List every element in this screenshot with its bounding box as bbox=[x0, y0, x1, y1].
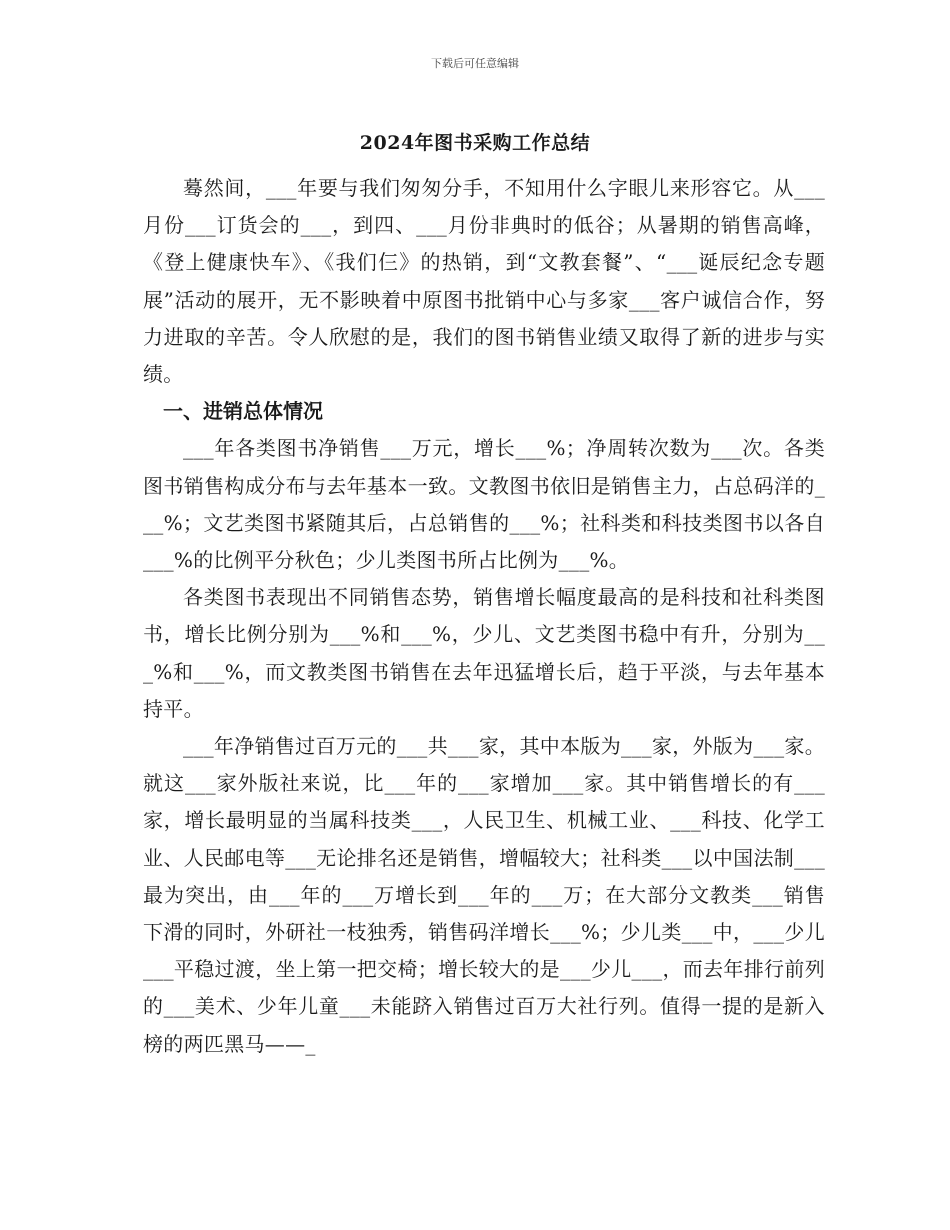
section-heading: 一、进销总体情况 bbox=[163, 399, 323, 424]
paragraph-publishers: ___年净销售过百万元的___共___家，其中本版为___家，外版为___家。就这___家外版社来说，比___年的___家增加___家。其中销售增长的有___家，增长最明显的当属科技类___，人民卫生、机械工业、___科技、化学工业、人民邮电等___无论排名还是销售，增幅较大；社科类___以中国法制___最为突出，由___年的___万增长到___年的___万；在大部分文教类___销售下滑的同时，外研社一枝独秀，销售码洋增长___%；少儿类___中，___少儿___平稳过渡，坐上第一把交椅；增长较大的是___少儿___，而去年排行前列的___美术、少年儿童___未能跻入销售过百万大社行列。值得一提的是新入榜的两匹黑马——_ bbox=[143, 734, 825, 1056]
paragraph-sales-trends: 各类图书表现出不同销售态势，销售增长幅度最高的是科技和社科类图书，增长比例分别为___%和___%，少儿、文艺类图书稳中有升，分别为___%和___%，而文教类图书销售在去年迅猛增长后，趋于平淡，与去年基本持平。 bbox=[143, 585, 825, 721]
paragraph-sales-overview: ___年各类图书净销售___万元，增长___%；净周转次数为___次。各类图书销售构成分布与去年基本一致。文教图书依旧是销售主力，占总码洋的___%；文艺类图书紧随其后，占总销售的___%；社科类和科技类图书以各自___%的比例平分秋色；少儿类图书所占比例为___%。 bbox=[143, 436, 825, 573]
document-title: 2024年图书采购工作总结 bbox=[359, 132, 591, 154]
header-note: 下载后可任意编辑 bbox=[431, 57, 519, 70]
paragraph-intro: 蓦然间，___年要与我们匆匆分手，不知用什么字眼儿来形容它。从___月份___订货会的___，到四、___月份非典时的低谷；从暑期的销售高峰，《登上健康快车》、《我们仨》的热销，到“文教套餐”、“___诞辰纪念专题展”活动的展开，无不影映着中原图书批销中心与多家___客户诚信合作，努力进取的辛苦。令人欣慰的是，我们的图书销售业绩又取得了新的进步与实绩。 bbox=[143, 176, 825, 387]
document-body bbox=[143, 170, 825, 1063]
